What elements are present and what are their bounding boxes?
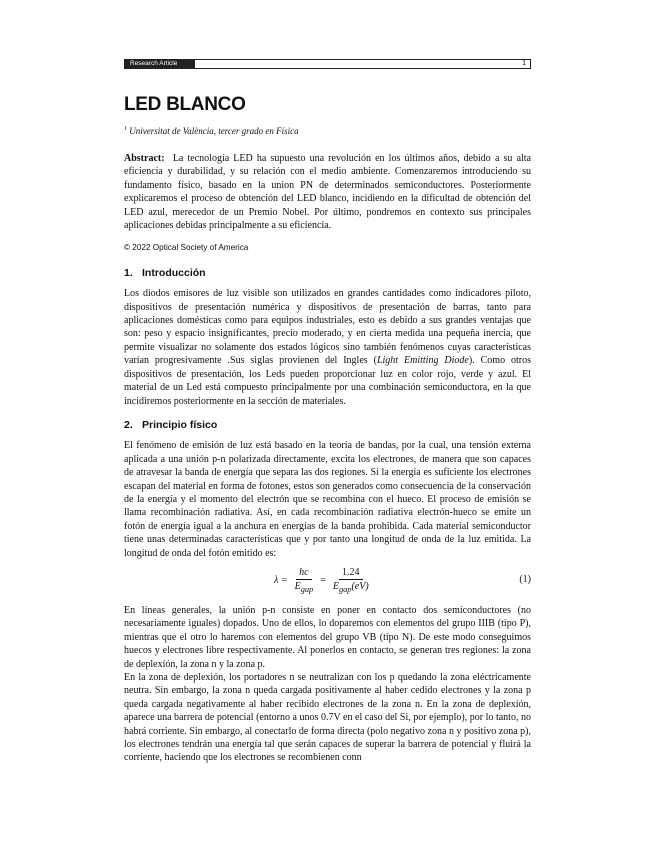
affiliation-marker: 1 bbox=[124, 126, 127, 132]
section-title: Introducción bbox=[142, 266, 206, 279]
acronym-expansion: Light Emitting Diode bbox=[376, 355, 469, 367]
principio-paragraph-2: En líneas generales, la unión p-n consiste en poner en contacto dos semiconductores (no necesariamente iguales) dopados. Uno de ellos, lo doparemos con elementos del grupo IIIB (tipo P), mientras que el otro lo haremos con elementos del grupo VB (tipo N). De este modo conseguimos huecos y electrones libre respectivamente. Al ponerlos en contacto, se generan tres regiones: la zona de deplexión, la zona n y la zona p. bbox=[124, 604, 531, 670]
affiliation bbox=[124, 126, 299, 136]
equation-1 bbox=[124, 564, 531, 598]
intro-text-start: Los diodos emisores de luz visible son utilizados en grandes cantidades como indicadores piloto, dispositivos de presentación numérica y dispositivos de presentación de barras, tanto para aplicaciones domésticas como para equipos industriales, esto es debido a sus grandes ventajas que son: peso y espacio insignificantes, precio moderado, y en cierta medida una pequeña inercia, que permite visualizar no solamente dos estados lógicos sino también fenómenos cuyas características varían progresivamente .Sus siglas provienen del Ingles ( bbox=[124, 288, 531, 367]
article-type-label: Research Article bbox=[125, 60, 195, 68]
section-heading-introduccion bbox=[124, 267, 531, 280]
gap-subscript: gap bbox=[300, 584, 314, 594]
unit-ev: (eV) bbox=[351, 580, 369, 592]
fraction-denominator bbox=[330, 580, 372, 596]
abstract-text: La tecnología LED ha supuesto una revolución en los últimos años, debido a su alta eficiencia y durabilidad, y su relación con el medio ambiente. Comenzaremos introduciendo su fundamento físico, basado en la union PN de determinados semiconductores. Posteriormente explicaremos el proceso de obtención del LED blanco, incidiendo en la dificultad de obtención del LED azul, merecedor de un Premio Nobel. Por último, pondremos en contexto sus principales aplicaciones debidas principalmente a su eficiencia. bbox=[124, 153, 531, 232]
abstract bbox=[124, 152, 531, 232]
principio-paragraph-1: El fenómeno de emisión de luz está basado en la teoría de bandas, por la cual, una tensión externa aplicada a una unión p-n polarizada directamente, excita los electrones, de manera que son capaces de atravesar la banda de energía que separa las dos regiones. Si la energía es suficiente los electrones escapan del material en forma de fotones, estos son generados como consecuencia de la conservación de la energía y el momento del electrón que se recombina con el hueco. El proceso de emisión se llama recombinación radiativa. Así, en cada recombinación radiativa electrón-hueco se emite un fotón de energía igual a la anchura en energías de la banda prohibida. Cada material semiconductor tiene unas determinadas características que y por tanto una longitud de onda de la luz emitida. La longitud de onda del fotón emitido es: bbox=[124, 440, 531, 559]
paper-title: LED BLANCO bbox=[124, 94, 246, 115]
affiliation-text: Universitat de València, tercer grado en Física bbox=[129, 126, 299, 136]
section-number: 2. bbox=[124, 418, 133, 431]
equation-body bbox=[274, 566, 376, 596]
introduccion-paragraph bbox=[124, 287, 531, 408]
gap-subscript: gap bbox=[338, 584, 352, 594]
principio-paragraph-3: En la zona de deplexión, los portadores n se neutralizan con los p quedando la zona eléctricamente neutra. Sin embargo, la zona n queda cargada positivamente al haber cedido electrones y la zona p queda cargada negativamente al haber recibido electrones de la zona n. En la zona de deplexión, aparece una barrera de potencial (entorno a unos 0.7V en el caso del Si, por ejemplo), por lo tanto, no habrá corriente. Sin embargo, al conectarlo de forma directa (polo negativo zona n y positivo zona p), los electrones tendrán una energía tal que serán capaces de superar la barrera de potencial y fluirá la corriente, haciendo que los electrones se recombienen conn bbox=[124, 672, 531, 764]
fraction-124-over-egap bbox=[330, 566, 372, 596]
running-header bbox=[124, 59, 531, 69]
fraction-denominator bbox=[292, 580, 317, 596]
fraction-hc-over-egap bbox=[292, 566, 317, 596]
fraction-numerator: 1.24 bbox=[339, 566, 363, 580]
equals-sign: = bbox=[320, 575, 326, 587]
page-number: 1 bbox=[522, 60, 526, 67]
energy-symbol: E bbox=[332, 580, 339, 592]
abstract-label: Abstract: bbox=[124, 153, 165, 164]
section-number: 1. bbox=[124, 266, 133, 279]
section-title: Principio físico bbox=[142, 418, 218, 431]
equation-lhs: λ = bbox=[274, 575, 288, 587]
intro-text-end: ). Como otros dispositivos de presentación, los Leds pueden proporcionar luz en color rojo, verde y azul. El material de un Led está compuesto principalmente por una combinación semiconductora, en la que incidiremos posteriormente en la sección de materiales. bbox=[124, 355, 532, 407]
section-heading-principio-fisico bbox=[124, 419, 531, 432]
equation-number: (1) bbox=[519, 573, 531, 585]
copyright-notice: © 2022 Optical Society of America bbox=[124, 243, 249, 253]
fraction-numerator: hc bbox=[296, 566, 311, 580]
energy-symbol: E bbox=[294, 580, 301, 592]
paper-body bbox=[124, 152, 531, 765]
